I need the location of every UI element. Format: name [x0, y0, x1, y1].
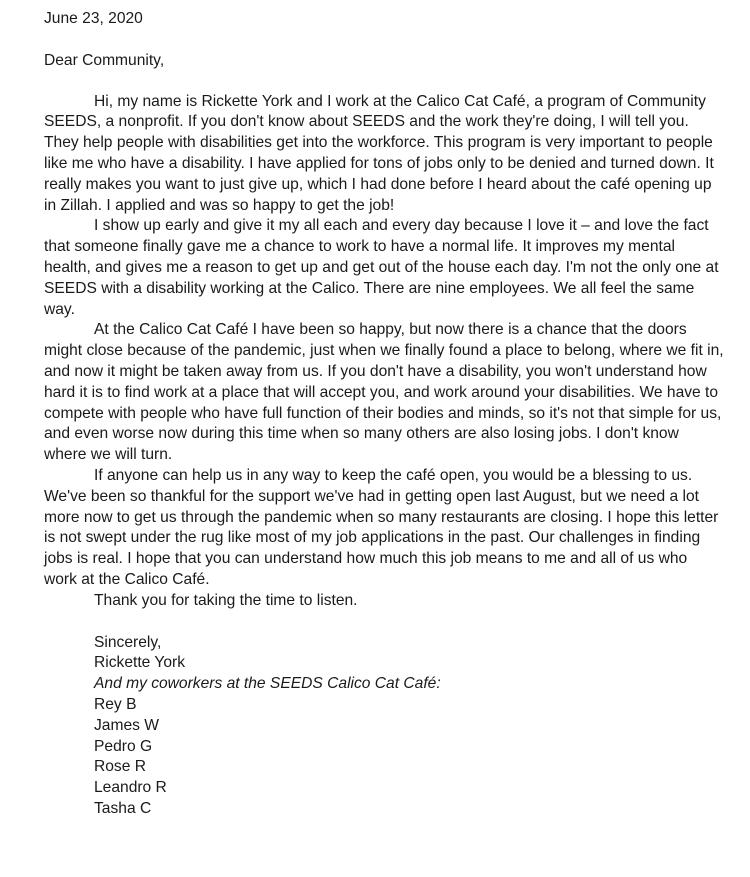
closing: Sincerely,: [94, 633, 162, 651]
paragraph-dedication: I show up early and give it my all each and every day because I love it – and love the fact that someone finally gave me a chance to work to have a normal life. It improves my mental health, and gives me a reason to get up and get out of the house each day. I'm not the only one at SEEDS with a disability working at the Calico. There are nine employees. We all feel the same way.: [44, 217, 719, 318]
coworker-name: Rose R: [94, 758, 146, 776]
coworkers-list: [94, 695, 724, 820]
signature-block: [44, 633, 724, 820]
paragraph-intro: Hi, my name is Rickette York and I work at the Calico Cat Café, a program of Community SEEDS, a nonprofit. If you don't know about SEEDS and the work they're doing, I will tell you. They help people with disabilities get into the workforce. This program is very important to people like me who have a disability. I have applied for tons of jobs only to be denied and turned down. It really makes you want to just give up, which I had done before I heard about the café opening up in Zillah. I applied and was so happy to get the job!: [44, 92, 714, 214]
salutation: Dear Community,: [44, 51, 165, 69]
letter-date: June 23, 2020: [44, 10, 143, 27]
coworker-name: Rey B: [94, 695, 137, 713]
coworker-name: Pedro G: [94, 737, 153, 755]
letter-body: [44, 92, 724, 612]
paragraph-thanks: Thank you for taking the time to listen.: [94, 591, 358, 609]
coworker-name: Tasha C: [94, 799, 152, 817]
coworker-name: Leandro R: [94, 779, 167, 797]
letter: [44, 9, 724, 820]
coworkers-heading: And my coworkers at the SEEDS Calico Cat Café:: [94, 675, 441, 693]
paragraph-pandemic: At the Calico Cat Café I have been so happy, but now there is a chance that the doors might close because of the pandemic, just when we finally found a place to belong, where we fit in, and now it might be taken away from us. If you don't have a disability, you won't understand how hard it is to find work at a place that will accept you, and work around your disabilities. We have to compete with people who have full function of their bodies and minds, so it's not that simple for us, and even worse now during this time when so many others are also losing jobs. I don't know where we will turn.: [44, 321, 724, 464]
coworker-name: James W: [94, 716, 159, 734]
signer-name: Rickette York: [94, 654, 186, 672]
paragraph-appeal: If anyone can help us in any way to keep the café open, you would be a blessing to us. We've been so thankful for the support we've had in getting open last August, but we need a lot more now to get us through the pandemic when so many restaurants are closing. I hope this letter is not swept under the rug like most of my job applications in the past. Our challenges in finding jobs is real. I hope that you can understand how much this job means to me and all of us who work at the Calico Café.: [44, 466, 719, 588]
